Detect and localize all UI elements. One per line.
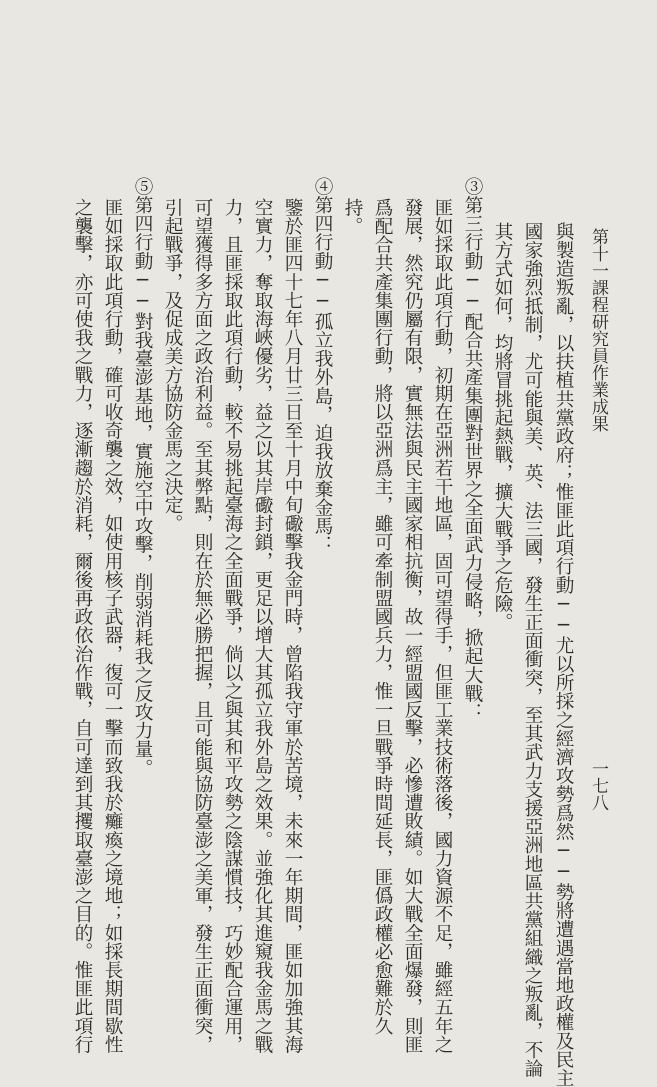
text-column: 之襲擊，亦可使我之戰力，逐漸趨於消耗，爾後再政依治作戰，自可達到其攫取臺澎之目的。惟匪此項行 [72,198,93,1054]
text-column: ⑤第四行動──對我臺澎基地，實施空中攻擊，削弱消耗我之反攻力量。 [132,177,153,777]
text-column: 匪如採取此項行動，初期在亞洲若干地區，固可望得手，但匪工業技術落後，國力資源不足，雖經五年之 [432,198,453,1054]
text-column: ④第四行動──孤立我外島，迫我放棄金馬： [312,177,333,554]
text-column: 持。 [342,198,363,236]
page-header-title: 第十一課程研究員作業成果 [588,228,608,432]
text-column: 引起戰爭，及促成美方協防金馬之決定。 [162,198,183,533]
text-column: 與製造叛亂，以扶植共黨政府；惟匪此項行動──尤以所採之經濟攻勢爲然──勢將遭遇當地政權及民主 [553,222,574,1087]
text-column: 可望獲得多方面之政治利益。至其弊點，則在於無必勝把握，且可能與協防臺澎之美軍，發生正面衝突， [192,198,213,1054]
text-column: 力，且匪採取此項行動，較不易挑起臺海之全面戰爭，倘以之與其和平攻勢之陰謀慣技，巧妙配合運用， [222,198,243,1054]
text-column: 國家強烈抵制，尤可能與美、英、法三國，發生正面衝突，至其武力支援亞洲地區共黨組織之叛亂，不論 [522,222,543,1078]
text-column: 匪如採取此項行動，確可收奇襲之效，如使用核子武器，復可一擊而致我於癱瘓之境地；如採長期間歇性 [102,198,123,1054]
page-number: 一七八 [588,760,608,811]
text-column: 爲配合共產集團行動，將以亞洲爲主，雖可牽制盟國兵力，惟一旦戰爭時間延長，匪僞政權必愈難於久 [372,198,393,1035]
text-column: 空實力，奪取海峽優劣，益之以其岸礮封鎖，更足以增大其孤立我外島之效果。並強化其進窺我金馬之戰 [252,198,273,1054]
text-column: 其方式如何，均將冒挑起熱戰，擴大戰爭之危險。 [492,222,513,632]
text-column: 鑒於匪四十七年八月廿三日至十月中旬礮擊我金門時，曾陷我守軍於苦境，未來一年期間，匪如加強其海 [282,198,303,1054]
text-column: ③第三行動──配合共產集團對世界之全面武力侵略，掀起大戰： [462,177,483,722]
text-column: 發展，然究仍屬有限，實無法與民主國家相抗衡，故一經盟國反擊，必慘遭敗績。如大戰全面爆發，則匪 [402,198,423,1054]
